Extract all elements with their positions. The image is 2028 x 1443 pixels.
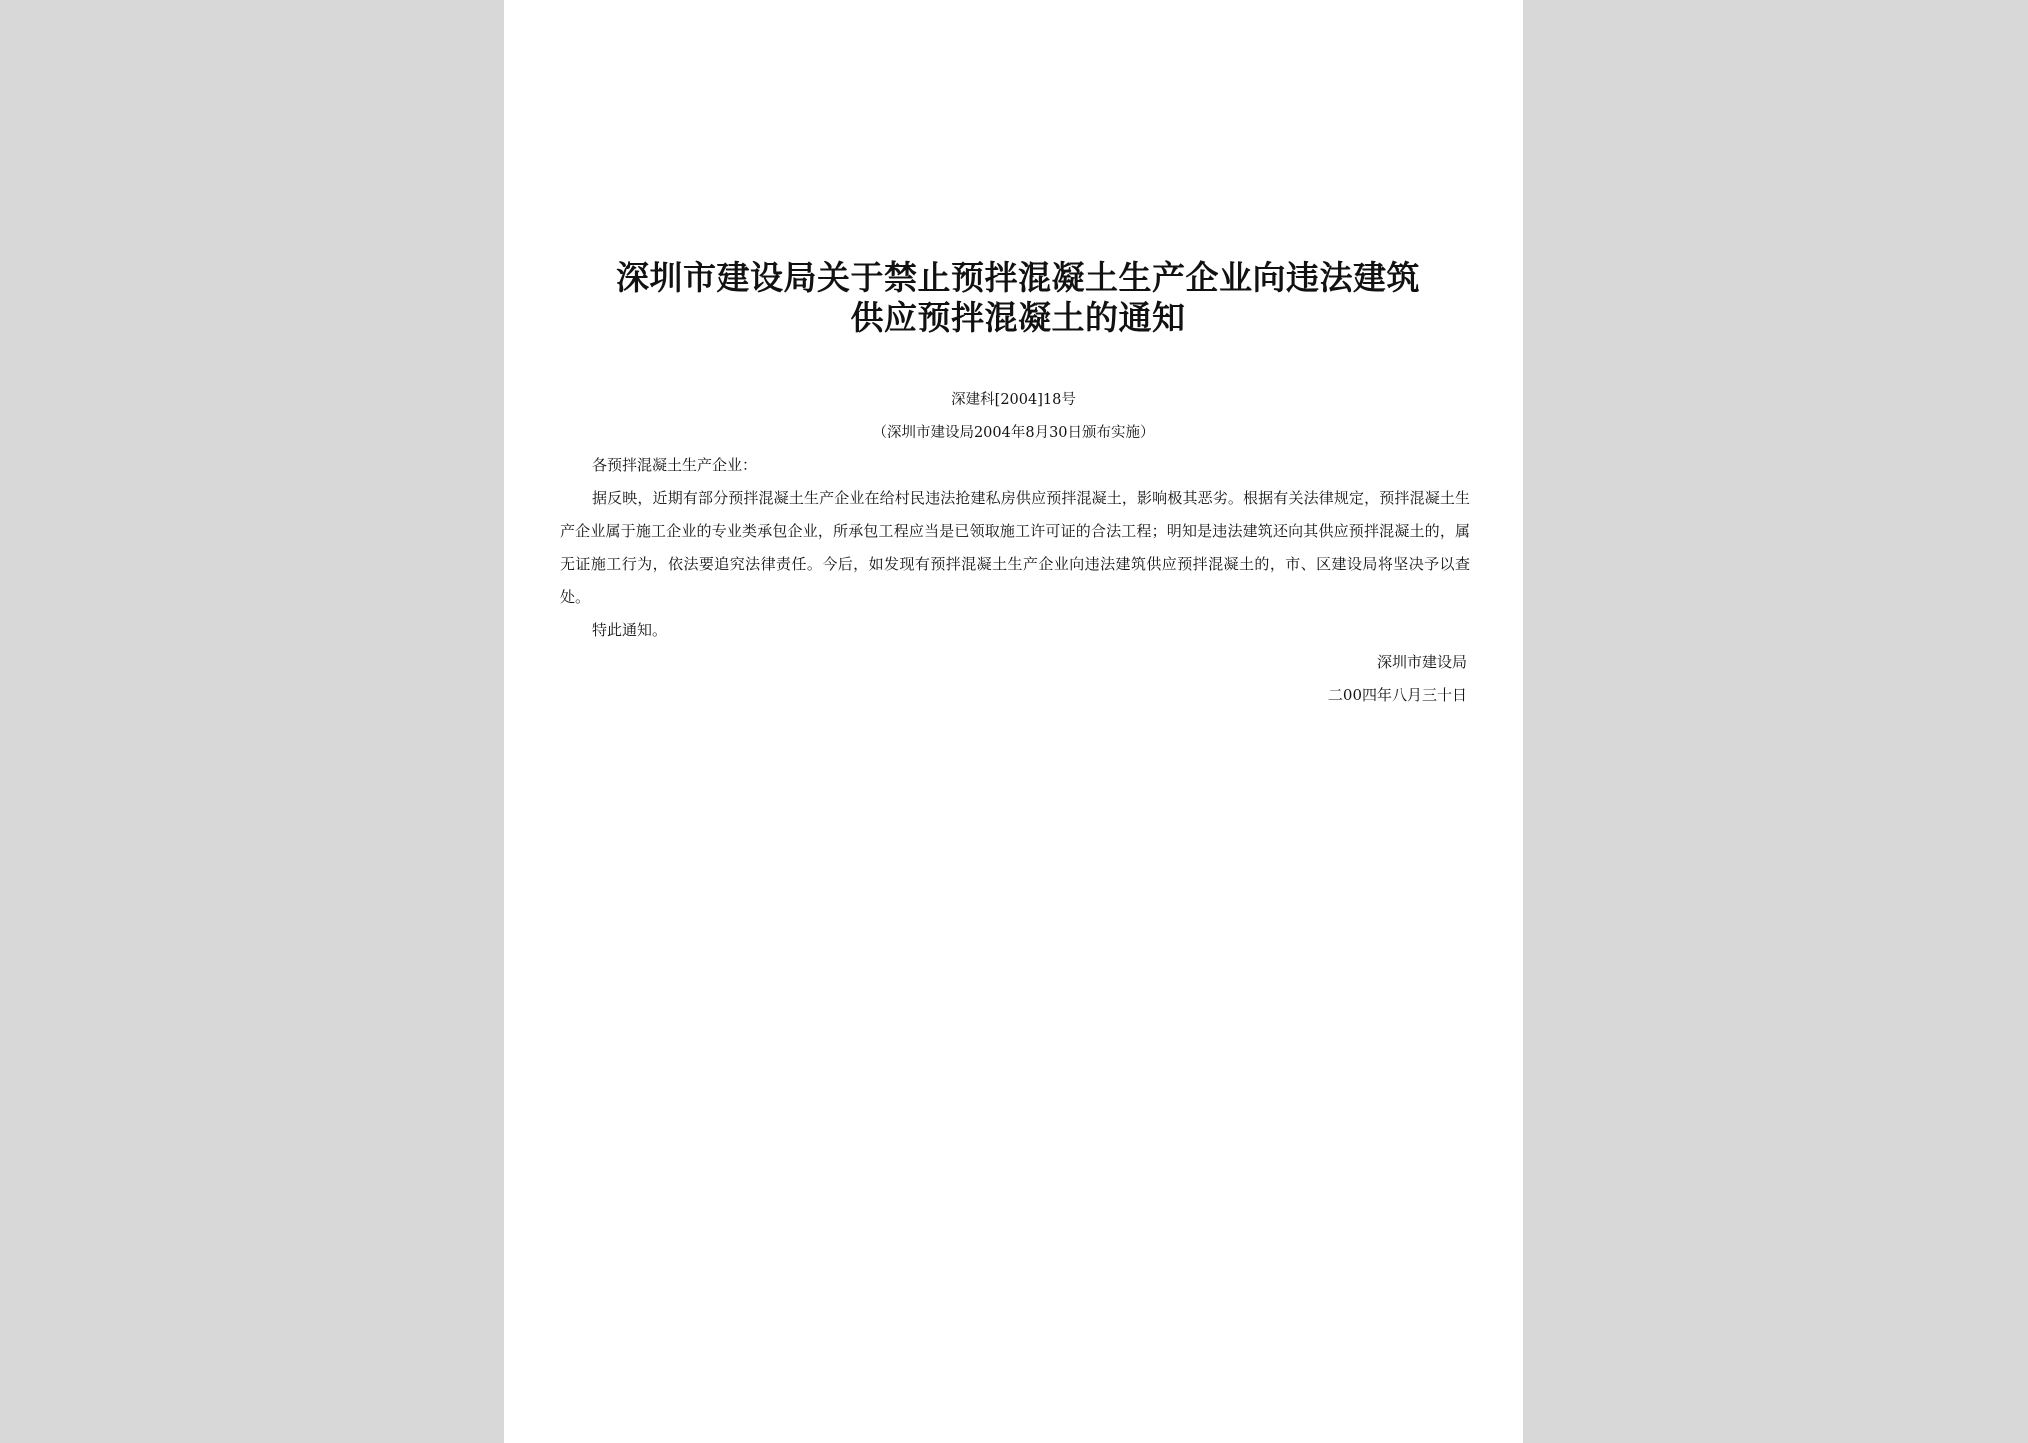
body-paragraph: 据反映，近期有部分预拌混凝土生产企业在给村民违法抢建私房供应预拌混凝土，影响极其恶劣。根据有关法律规定，预拌混凝土生产企业属于施工企业的专业类承包企业，所承包工程应当是已领取施工许可证的合法工程；明知是违法建筑还向其供应预拌混凝土的，属无证施工行为，依法要追究法律责任。今后，如发现有预拌混凝土生产企业向违法建筑供应预拌混凝土的，市、区建设局将坚决予以查处。 [560, 489, 1470, 606]
closing-line: 特此通知。 [592, 621, 668, 639]
document-page [504, 0, 1523, 1443]
signatory: 深圳市建设局 [1376, 653, 1467, 671]
document-number: 深建科[2004]18号 [951, 392, 1076, 408]
document-title: 深圳市建设局关于禁止预拌混凝土生产企业向违法建筑供应预拌混凝土的通知 [616, 258, 1420, 337]
issue-note: （深圳市建设局2004年8月30日颁布实施） [872, 425, 1155, 441]
salutation: 各预拌混凝土生产企业： [592, 456, 758, 474]
issue-date: 二00四年八月三十日 [1327, 686, 1467, 704]
